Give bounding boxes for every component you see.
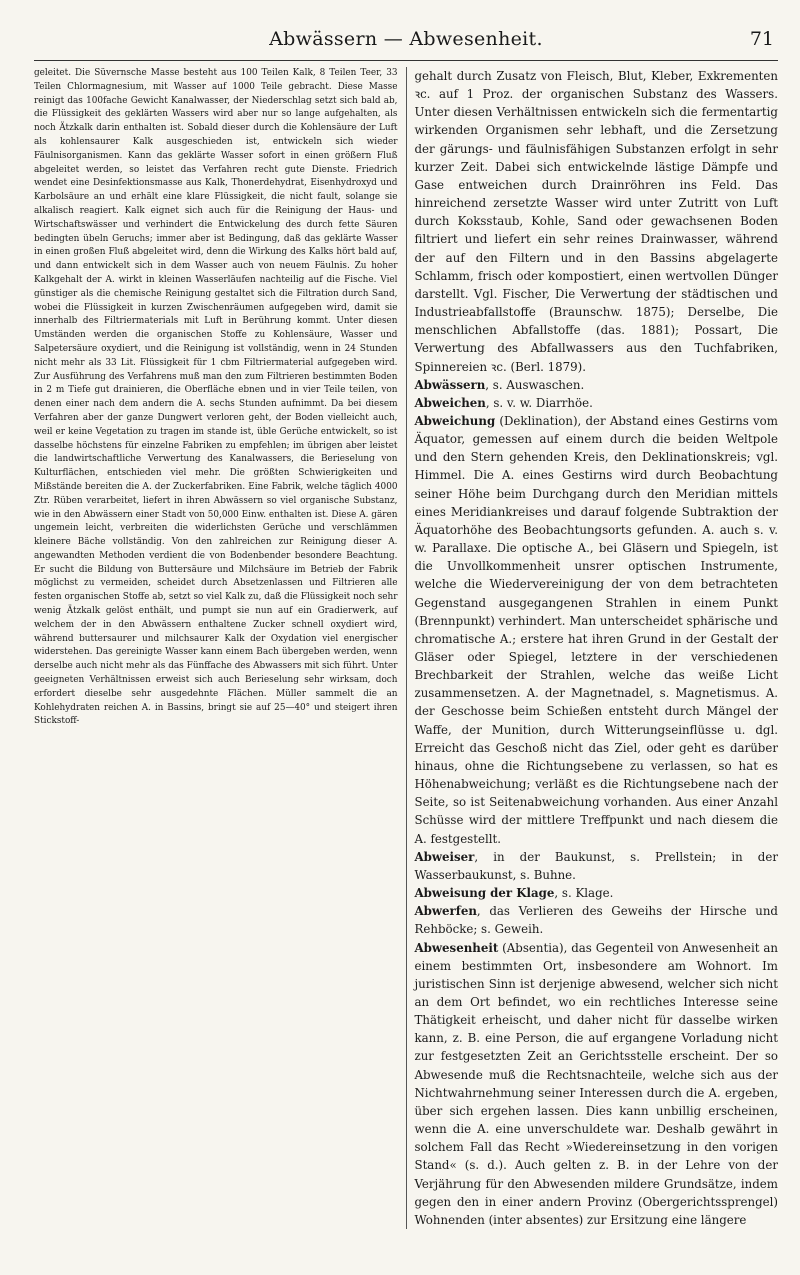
entry-abwerfen (414, 902, 778, 938)
entry-text: (Deklination), der Abstand eines Gestirns vom Äquator, gemessen auf einem durch die beiden Weltpole und den Stern gehenden Kreis, den Deklinationskreis; vgl. Himmel. Die A. eines Gestirns wird durch Beobachtung seiner Höhe beim Durchgang durch den Meridian mittels eines Meridiankreises und darauf folgende Subtraktion der Äquatorhöhe des Beobachtungsorts gefunden. A. auch s. v. w. Parallaxe. Die optische A., bei Gläsern und Spiegeln, ist die Unvollkommenheit unsrer optischen Instrumente, welche die Wiedervereinigung der von dem betrachteten Gegenstand ausgegangenen Strahlen in einem Punkt (Brennpunkt) verhindert. Man unterscheidet sphärische und chromatische A.; erstere hat ihren Grund in der Gestalt der Gläser oder Spiegel, letztere in der verschiedenen Brechbarkeit der Strahlen, welche das weiße Licht zusammensetzen. A. der Magnetnadel, s. Magnetismus. A. der Geschosse beim Schießen entsteht durch Mängel der Waffe, der Munition, durch Witterungseinflüsse u. dgl. Erreicht das Geschoß nicht das Ziel, oder geht es darüber hinaus, ohne die Richtungsebene zu verlassen, so hat es Höhenabweichung; verläßt es die Richtungsebene nach der Seite, so ist Seitenabweichung vorhanden. Aus einer Anzahl Schüsse wird der mittlere Treffpunkt und nach diesem die A. festgestellt. (414, 413, 778, 846)
entry-text: , das Verlieren des Geweihs der Hirsche und Rehböcke; s. Geweih. (414, 904, 778, 937)
entry-text: , in der Baukunst, s. Prellstein; in der Wasserbaukunst, s. Buhne. (414, 849, 778, 882)
left-column-text: geleitet. Die Süvernsche Masse besteht aus 100 Teilen Kalk, 8 Teilen Teer, 33 Teilen Chlormagnesium, mit Wasser auf 1000 Teile gebracht. Diese Masse reinigt das 100fache Gewicht Kanalwasser, der Niederschlag setzt sich bald ab, die Flüssigkeit des geklärten Wassers wird aber nur so lange aufgehalten, als noch Ätzkalk darin enthalten ist. Sobald dieser durch die Kohlensäure der Luft als kohlensaurer Kalk ausgeschieden ist, entwickeln sich wieder Fäulnisorganismen. Kann das geklärte Wasser sofort in einen größern Fluß abgeleitet werden, so leistet das Verfahren recht gute Dienste. Friedrich wendet eine Desinfektionsmasse aus Kalk, Thonerdehydrat, Eisenhydroxyd und Karbolsäure an und erhält eine klare Flüssigkeit, die nicht fault, solange sie alkalisch reagiert. Kalk eignet sich auch für die Reinigung der Haus- und Wirtschaftswässer und verhindert die Entwickelung des durch fette Säuren bedingten übeln Geruchs; immer aber ist Bedingung, daß das geklärte Wasser in einen großen Fluß abgeleitet wird, denn die Wirkung des Kalks hört bald auf, und dann entwickelt sich in dem Wasser auch von neuem Fäulnis. Zu hoher Kalkgehalt der A. wirkt in kleinen Wasserläufen nachteilig auf die Fische. Viel günstiger als die chemische Reinigung gestaltet sich die Filtration durch Sand, wobei die Flüssigkeit in kurzen Zwischenräumen aufgegeben wird, damit sie innerhalb des Filtriermaterials mit Luft in Berührung kommt. Unter diesen Umständen werden die organischen Stoffe zu Kohlensäure, Wasser und Salpetersäure oxydiert, und die Reinigung ist vollständig, wenn in 24 Stunden nicht mehr als 33 Lit. Flüssigkeit für 1 cbm Filtriermaterial aufgegeben wird. Zur Ausführung des Verfahrens muß man den zum Filtrieren bestimmten Boden in 2 m Tiefe gut drainieren, die Oberfläche ebnen und in vier Teile teilen, von denen einer nach dem andern die A. sechs Stunden aufnimmt. Da bei diesem Verfahren aber der ganze Dungwert verloren geht, der Boden vielleicht auch, weil er keine Vegetation zu tragen im stande ist, üble Gerüche entwickelt, so ist dasselbe höchstens für einzelne Fabriken zu empfehlen; im übrigen aber leistet die landwirtschaftliche Verwertung des Kanalwassers, die Berieselung von Kulturflächen, entschieden viel mehr. Die größten Schwierigkeiten und Mißstände bereiten die A. der Zuckerfabriken. Eine Fabrik, welche täglich 4000 Ztr. Rüben verarbeitet, liefert in ihren Abwässern so viel organische Substanz, wie in den Abwässern einer Stadt von 50,000 Einw. enthalten ist. Diese A. gären ungemein leicht, verbreiten die widerlichsten Gerüche und verschlämmen kleinere Bäche vollständig. Von den zahlreichen zur Reinigung dieser A. angewandten Methoden verdient die von Bodenbender besondere Beachtung. Er sucht die Bildung von Buttersäure und Milchsäure im Betrieb der Fabrik möglichst zu vermeiden, scheidet durch Absetzenlassen und Filtrieren alle festen organischen Stoffe ab, setzt so viel Kalk zu, daß die Flüssigkeit noch sehr wenig Ätzkalk gelöst enthält, und pumpt sie nun auf ein Gradierwerk, auf welchem der in den Abwässern enthaltene Zucker schnell oxydiert wird, während buttersaurer und milchsaurer Kalk der Oxydation viel energischer widerstehen. Das gereinigte Wasser kann einem Bach übergeben werden, wenn derselbe auch nicht mehr als das Fünffache des Abwassers mit sich führt. Unter geeigneten Verhältnissen erweist sich auch Berieselung sehr wirksam, doch erfordert dieselbe sehr ausgedehnte Flächen. Müller sammelt die an Kohlehydraten reichen A. in Bassins, bringt sie auf 25—40° und steigert ihren Stickstoff- (34, 68, 398, 727)
page-number: 71 (749, 28, 774, 50)
entry-abweichen (414, 394, 778, 412)
header-title: Abwässern — Abwesenheit. (269, 28, 543, 50)
column-divider (406, 67, 407, 1229)
entry-headword: Abwässern (414, 377, 486, 392)
entry-abweichung (414, 412, 778, 848)
entry-text: (Absentia), das Gegenteil von Anwesenheit an einem bestimmten Ort, insbesondere am Wohnort. Im juristischen Sinn ist derjenige abwesend, welcher sich nicht an dem Ort befindet, wo ein rechtliches Interesse seine Thätigkeit erheischt, und daher nicht für dasselbe wirken kann, z. B. eine Person, die auf ergangene Vorladung nicht zur festgesetzten Zeit an Gerichtsstelle erscheint. Der so Abwesende muß die Rechtsnachteile, welche sich aus der Nichtwahrnehmung seiner Interessen durch die A. ergeben, über sich ergehen lassen. Dies kann unbillig erscheinen, wenn die A. eine unverschuldete war. Deshalb gewährt in solchem Fall das Recht »Wiedereinsetzung in den vorigen Stand« (s. d.). Auch gelten z. B. in der Lehre von der Verjährung für den Abwesenden mildere Grundsätze, indem gegen den in einer andern Provinz (Obergerichtssprengel) Wohnenden (inter absentes) zur Ersitzung eine längere (414, 940, 778, 1227)
entry-abweiser (414, 848, 778, 884)
entry-headword: Abwerfen (414, 904, 477, 919)
entry-headword: Abweiser (414, 849, 475, 864)
right-column (414, 67, 778, 1229)
left-column (34, 67, 398, 1229)
entry-headword: Abwesenheit (414, 940, 499, 955)
entry-abwaessern (414, 376, 778, 394)
right-column-continuation: gehalt durch Zusatz von Fleisch, Blut, Kleber, Exkrementen ꝛc. auf 1 Proz. der organischen Substanz des Wassers. Unter diesen Verhältnissen entwickeln sich die fermentartig wirkenden Organismen sehr lebhaft, und die Zersetzung der gärungs- und fäulnisfähigen Substanzen erfolgt in sehr kurzer Zeit. Dabei sich entwickelnde lästige Dämpfe und Gase entweichen durch Drainröhren ins Feld. Das hinreichend zersetzte Wasser wird unter Zutritt von Luft durch Koksstaub, Kohle, Sand oder gewachsenen Boden filtriert und liefert ein sehr reines Drainwasser, während der auf den Filtern und in den Bassins abgelagerte Schlamm, frisch oder kompostiert, einen wertvollen Dünger darstellt. Vgl. Fischer, Die Verwertung der städtischen und Industrieabfallstoffe (Braunschw. 1875); Derselbe, Die menschlichen Abfallstoffe (das. 1881); Possart, Die Verwertung des Abfallwassers aus den Tuchfabriken, Spinnereien ꝛc. (Berl. 1879). (414, 69, 778, 374)
entry-text: , s. Auswaschen. (485, 377, 585, 392)
entry-headword: Abweisung der Klage (414, 886, 555, 901)
running-header (34, 26, 778, 61)
entry-headword: Abweichen (414, 395, 486, 410)
entry-text: , s. Klage. (554, 886, 614, 901)
entry-abweisung-der-klage (414, 884, 778, 902)
entry-headword: Abweichung (414, 413, 496, 428)
entry-text: , s. v. w. Diarrhöe. (485, 395, 593, 410)
entry-abwesenheit (414, 939, 778, 1230)
text-columns (34, 67, 778, 1229)
